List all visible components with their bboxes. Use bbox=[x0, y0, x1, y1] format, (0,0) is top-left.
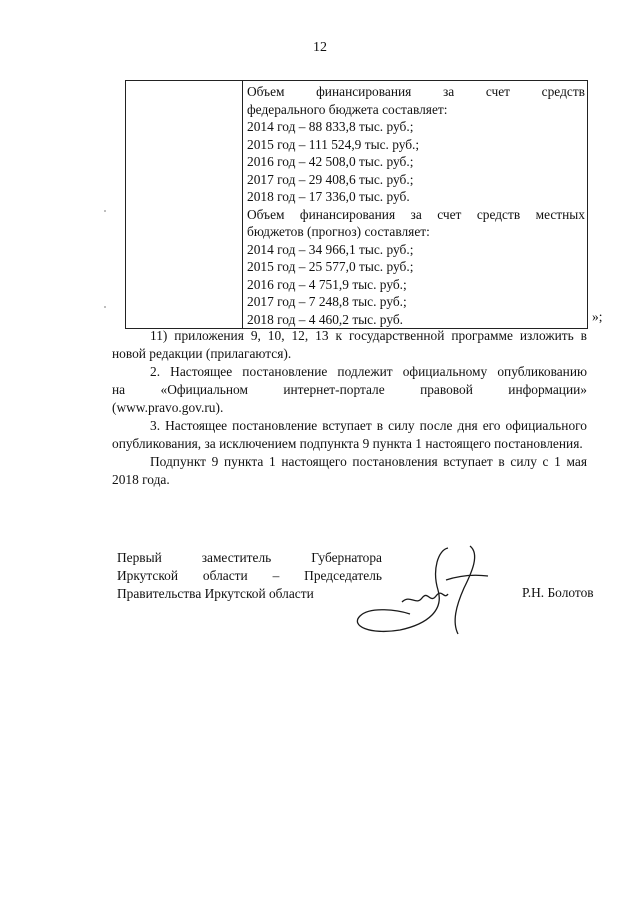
federal-financing-intro: Объем финансирования за счет средств bbox=[247, 84, 585, 99]
paragraph-subitem-9: Подпункт 9 пункта 1 настоящего постановления вступает в силу с 1 мая 2018 года. bbox=[112, 454, 587, 487]
closing-quote: »; bbox=[592, 309, 603, 324]
local-financing-intro-cont: бюджетов (прогноз) составляет: bbox=[247, 224, 430, 239]
paragraph-item-11: 11) приложения 9, 10, 12, 13 к государственной программе изложить в новой редакции (прилагаются). bbox=[112, 328, 587, 361]
local-row-2016: 2016 год – 4 751,9 тыс. руб.; bbox=[247, 276, 407, 292]
local-row-2017: 2017 год – 7 248,8 тыс. руб.; bbox=[247, 294, 407, 309]
paragraph-item-2-line3: (www.pravo.gov.ru). bbox=[112, 400, 224, 415]
signer-title-line3: Правительства Иркутской области bbox=[117, 586, 314, 601]
federal-financing-intro-cont: федерального бюджета составляет: bbox=[247, 101, 448, 117]
federal-row-2015: 2015 год – 111 524,9 тыс. руб.; bbox=[247, 136, 420, 152]
signer-title-line2: Иркутской области – Председатель bbox=[117, 568, 382, 583]
federal-row-2016: 2016 год – 42 508,0 тыс. руб.; bbox=[247, 154, 414, 169]
page-number: 12 bbox=[313, 40, 327, 55]
signer-name: Р.Н. Болотов bbox=[522, 585, 594, 600]
scan-speck bbox=[104, 210, 106, 212]
federal-row-2018: 2018 год – 17 336,0 тыс. руб. bbox=[247, 189, 410, 204]
scan-speck bbox=[104, 306, 106, 308]
local-row-2014: 2014 год – 34 966,1 тыс. руб.; bbox=[247, 241, 414, 257]
table-content-cell bbox=[243, 81, 588, 329]
paragraph-item-3: 3. Настоящее постановление вступает в силу после дня его официального опубликования, за исключением подпункта 9 пункта 1 настоящего постановления. bbox=[112, 418, 587, 451]
local-row-2018: 2018 год – 4 460,2 тыс. руб. bbox=[247, 311, 404, 327]
local-row-2015: 2015 год – 25 577,0 тыс. руб.; bbox=[247, 259, 414, 274]
federal-row-2014: 2014 год – 88 833,8 тыс. руб.; bbox=[247, 119, 414, 134]
paragraph-item-2-line2: на «Официальном интернет-портале правовой информации» bbox=[112, 382, 587, 397]
financing-table bbox=[125, 80, 588, 329]
handwritten-signature bbox=[340, 540, 500, 640]
paragraph-item-2-line1: 2. Настоящее постановление подлежит официальному опубликованию bbox=[150, 364, 587, 379]
local-financing-intro: Объем финансирования за счет средств местных bbox=[247, 206, 585, 222]
signer-title-line1: Первый заместитель Губернатора bbox=[117, 550, 382, 565]
federal-row-2017: 2017 год – 29 408,6 тыс. руб.; bbox=[247, 171, 414, 187]
table-empty-cell bbox=[126, 81, 243, 329]
body-text bbox=[112, 327, 587, 489]
